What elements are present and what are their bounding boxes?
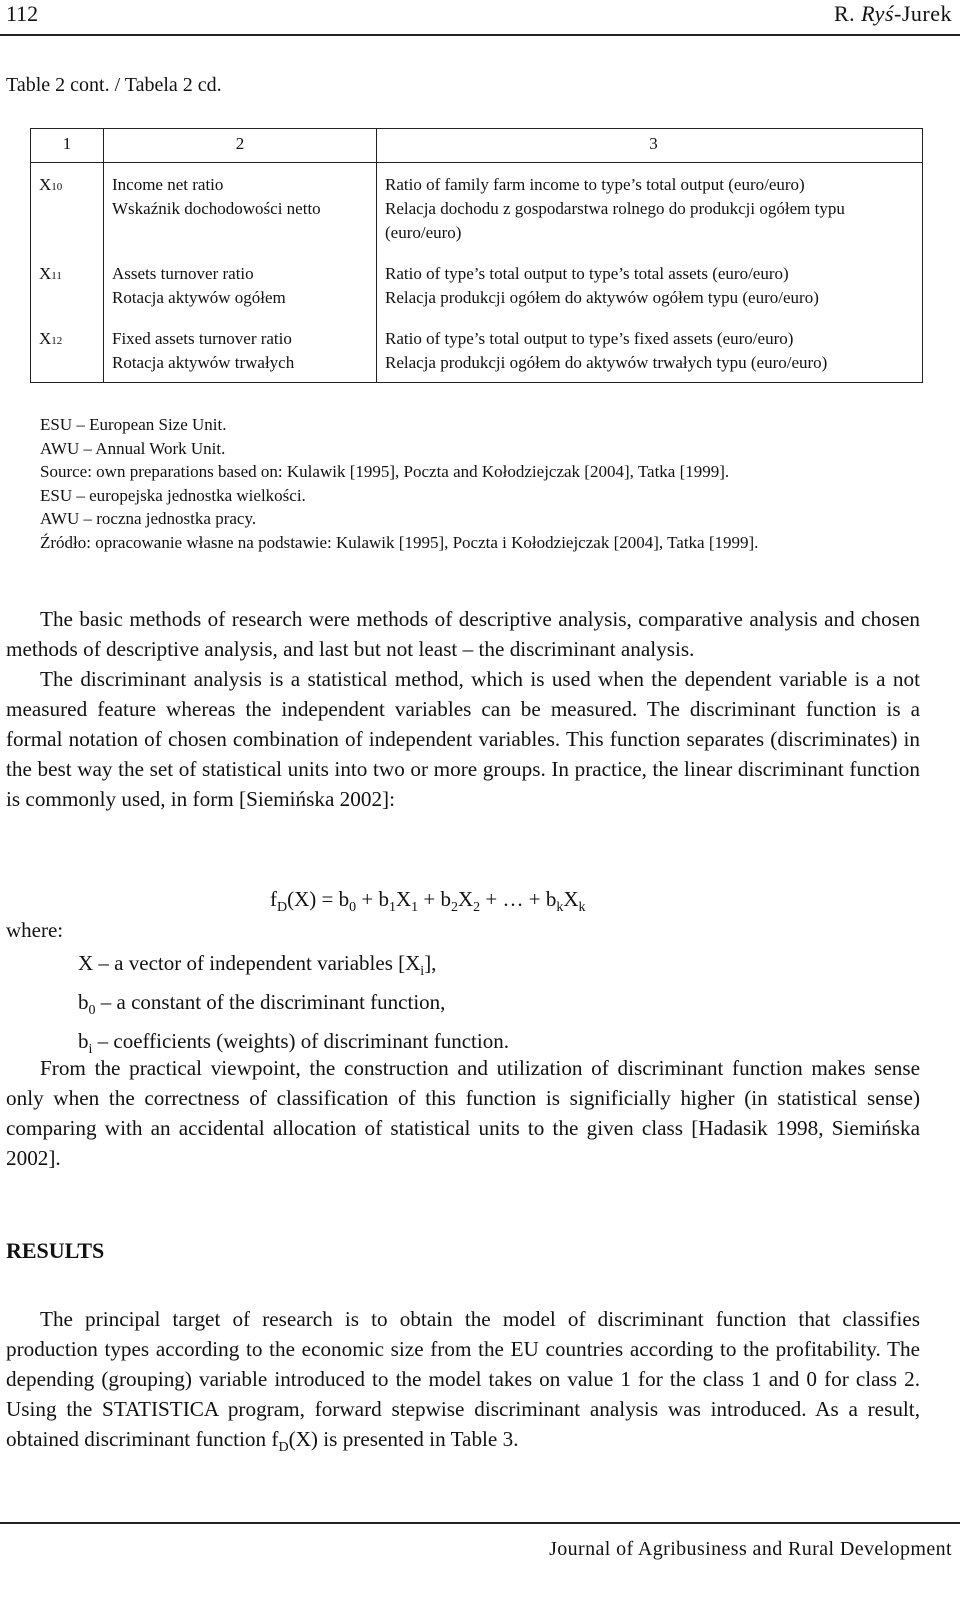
variable-definition: Ratio of family farm income to type’s total output (euro/euro) Relacja dochodu z gospodarstwa rolnego do produkcji ogółem typu (euro/euro) (385, 175, 845, 242)
definition-item: $b_i$ – coefficients (weights) of discriminant function. (78, 1029, 509, 1058)
definition-item: X – a vector of independent variables $[X_i]$, (78, 951, 437, 980)
definition-item: $b_0$ – a constant of the discriminant function, (78, 990, 446, 1019)
col-header-1: 1 (31, 129, 104, 163)
journal-footer: Journal of Agribusiness and Rural Development (549, 1538, 952, 1560)
note-esu-en: ESU – European Size Unit. (40, 415, 227, 434)
table-notes (40, 413, 758, 554)
variable-definition: Ratio of type’s total output to type’s total assets (euro/euro) Relacja produkcji ogółem do aktywów ogółem typu (euro/euro) (385, 264, 819, 307)
section-heading-results: RESULTS (6, 1238, 105, 1263)
footer-rule (0, 1522, 960, 1524)
note-source-en: Source: own preparations based on: Kulawik [1995], Poczta and Kołodziejczak [2004], Tatka [1999]. (40, 462, 730, 481)
table-header-row (31, 129, 923, 163)
variable-symbol: X12 (31, 317, 104, 383)
col-header-2: 2 (104, 129, 377, 163)
note-esu-pl: ESU – europejska jednostka wielkości. (40, 485, 306, 505)
note-awu-pl: AWU – roczna jednostka pracy. (40, 509, 257, 528)
discriminant-formula: $f_D(X) = b_0 + b_1X_1 + b_2X_2$ + … + $b_kX_k$ (270, 887, 586, 916)
table-row (31, 163, 923, 253)
paragraph-practical: From the practical viewpoint, the construction and utilization of discriminant function makes sense only when the correctness of classification of this function is significially higher (in statistical sense) comparing with an accidental allocation of statistical units to the given class [Hadasik 1998, Siemińska 2002]. (6, 1056, 920, 1170)
paragraph-discriminant: The discriminant analysis is a statistical method, which is used when the dependent variable is a not measured feature whereas the independent variables can be measured. The discriminant function is a formal notation of chosen combination of independent variables. This function separates (discriminates) in the best way the set of statistical units into two or more groups. In practice, the linear discriminant function is commonly used, in form [Siemińska 2002]: (6, 667, 920, 811)
results-text (6, 1304, 920, 1463)
note-source-pl: Źródło: opracowanie własne na podstawie: Kulawik [1995], Poczta i Kołodziejczak [2004], Tatka [1999]. (40, 532, 759, 552)
variable-name: Fixed assets turnover ratio Rotacja aktywów trwałych (104, 317, 377, 383)
variable-name: Income net ratio Wskaźnik dochodowości netto (104, 163, 377, 253)
practical-text (6, 1053, 920, 1173)
variable-symbol: X11 (31, 252, 104, 317)
paragraph-results: The principal target of research is to obtain the model of discriminant function that classifies production types according to the economic size from the EU countries according to the profitability. The depending (grouping) variable introduced to the model takes on value 1 for the class 1 and 0 for class 2. Using the STATISTICA program, forward stepwise discriminant analysis was introduced. As a result, obtained discriminant function $f_D(X)$ is presented in Table 3. (6, 1307, 920, 1456)
col-header-3: 3 (377, 129, 923, 163)
intro-text (6, 604, 920, 814)
variables-table (30, 128, 923, 383)
where-label: where: (6, 918, 64, 942)
symbol-definitions (78, 948, 509, 1066)
running-author: R. Ryś-Jurek (833, 1, 952, 26)
table-row (31, 317, 923, 383)
header-rule (0, 34, 960, 36)
running-header (6, 0, 952, 34)
note-awu-en: AWU – Annual Work Unit. (40, 438, 226, 458)
page-number: 112 (6, 1, 39, 26)
table-row (31, 252, 923, 317)
paragraph-methods: The basic methods of research were methods of descriptive analysis, comparative analysis and chosen methods of descriptive analysis, and last but not least – the discriminant analysis. (6, 607, 920, 661)
variable-symbol: X10 (31, 163, 104, 253)
variable-definition: Ratio of type’s total output to type’s fixed assets (euro/euro) Relacja produkcji ogółem do aktywów trwałych typu (euro/euro) (385, 329, 828, 372)
variable-name: Assets turnover ratio Rotacja aktywów ogółem (104, 252, 377, 317)
table-caption: Table 2 cont. / Tabela 2 cd. (6, 74, 222, 96)
